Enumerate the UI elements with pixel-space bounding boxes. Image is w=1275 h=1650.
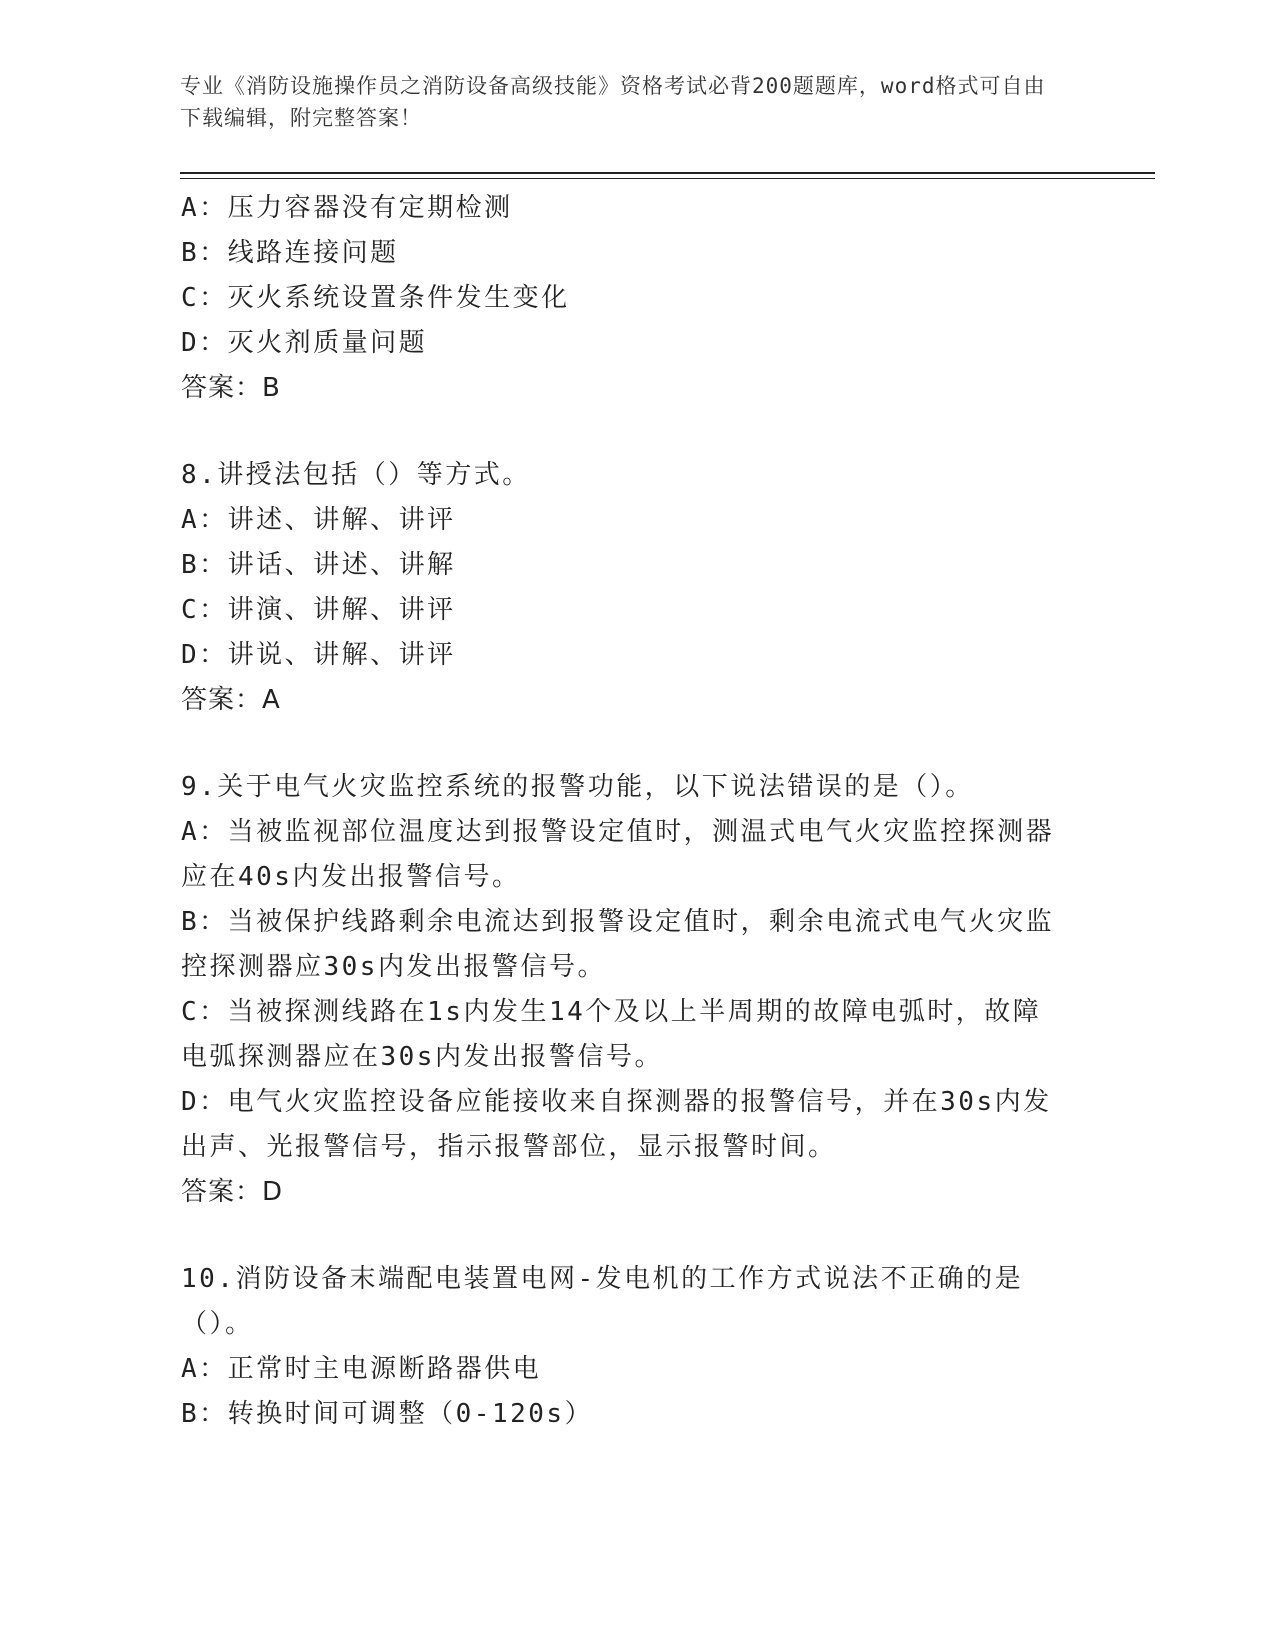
question-10 [181,1257,1061,1437]
answer-line: 答案：A [181,685,281,715]
question-8 [181,453,1061,723]
option-d: D：电气火灾监控设备应能接收来自探测器的报警信号，并在30s内发出声、光报警信号，指示报警部位，显示报警时间。 [181,1087,1052,1162]
option-c: C：当被探测线路在1s内发生14个及以上半周期的故障电弧时，故障电弧探测器应在30s内发出报警信号。 [181,997,1042,1072]
option-b: B：线路连接问题 [181,238,399,268]
question-text: 10.消防设备末端配电装置电网-发电机的工作方式说法不正确的是（）。 [181,1264,1024,1339]
option-a: A：当被监视部位温度达到报警设定值时，测温式电气火灾监控探测器应在40s内发出报警信号。 [181,817,1055,892]
spacer [181,723,1061,765]
question-7 [181,186,1061,411]
option-c: C：灭火系统设置条件发生变化 [181,283,570,313]
header-divider-thick [180,172,1155,174]
document-header: 专业《消防设施操作员之消防设备高级技能》资格考试必背200题题库，word格式可自由下载编辑，附完整答案！ [180,74,1046,130]
spacer [181,1215,1061,1257]
option-d: D：灭火剂质量问题 [181,328,428,358]
answer-line: 答案：B [181,373,281,403]
option-c: C：讲演、讲解、讲评 [181,595,456,625]
header-divider-thin [180,178,1155,179]
answer-line: 答案：D [181,1177,284,1207]
question-text: 8.讲授法包括（）等方式。 [181,460,531,490]
question-text: 9.关于电气火灾监控系统的报警功能，以下说法错误的是（）。 [181,772,974,802]
option-a: A：正常时主电源断路器供电 [181,1354,542,1384]
option-a: A：压力容器没有定期检测 [181,193,513,223]
option-b: B：当被保护线路剩余电流达到报警设定值时，剩余电流式电气火灾监控探测器应30s内发出报警信号。 [181,907,1055,982]
option-b: B：转换时间可调整（0-120s） [181,1399,594,1429]
option-a: A：讲述、讲解、讲评 [181,505,456,535]
option-d: D：讲说、讲解、讲评 [181,640,456,670]
question-list [181,186,1061,1437]
question-9 [181,765,1061,1215]
spacer [181,411,1061,453]
option-b: B：讲话、讲述、讲解 [181,550,456,580]
